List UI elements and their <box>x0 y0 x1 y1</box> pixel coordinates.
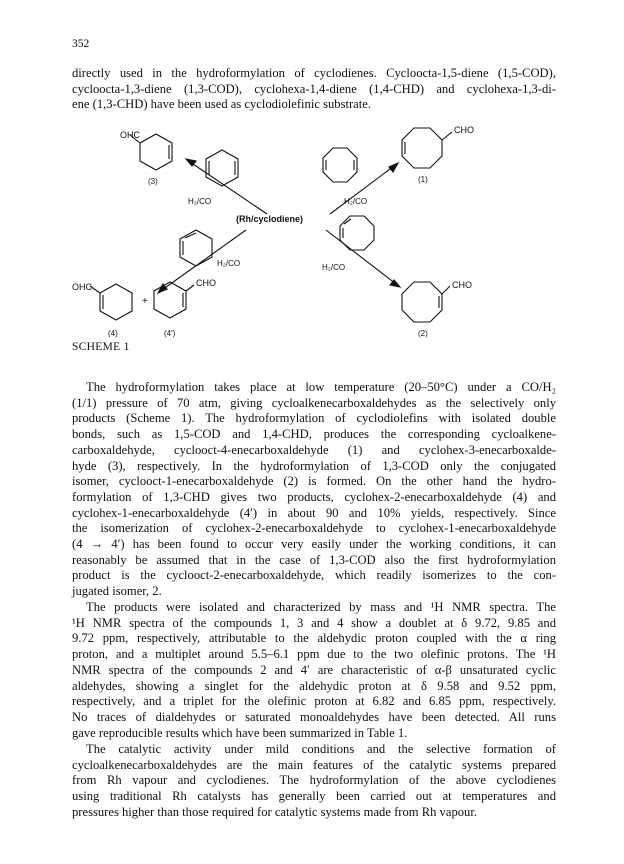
compound-1-structure <box>402 128 452 168</box>
text-line: the isomerization of cyclohex-2-enecarboxaldehyde to cyclohex-1-enecarboxaldehyde <box>72 521 556 536</box>
paragraph-2 <box>72 600 556 741</box>
arrow-to-2 <box>326 230 400 287</box>
scheme-drawing <box>72 118 556 354</box>
compound-label-1: (1) <box>418 175 428 184</box>
compound-label-2: (2) <box>418 329 428 338</box>
text-line: hyde (3), respectively. In the hydroformylation of 1,3-COD only the conjugated <box>72 458 556 473</box>
text-line: The hydroformylation takes place at low temperature (20–50°C) under a CO/H₂ <box>86 380 556 394</box>
text-line: respectively, and a triplet for the olefinic proton at 6.82 and 6.85 ppm, respectively. <box>72 694 556 709</box>
text-line: No traces of dialdehydes or saturated monoaldehydes have been detected. All runs <box>72 709 556 724</box>
page-number: 352 <box>72 38 90 50</box>
text-line: (1/1) pressure of 70 atm, giving cycloalkenecarboxaldehydes as the selectively only <box>72 395 556 410</box>
cyclohexa-1-4-diene-structure <box>206 150 238 186</box>
compound-label-4-prime: (4′) <box>164 329 176 338</box>
reagent-label: H₂/CO <box>322 263 346 272</box>
text-line: gave reproducible results which have been summarized in Table 1. <box>72 725 408 740</box>
text-line: products (Scheme 1). The hydroformylation of cyclodiolefins with isolated double <box>72 411 556 426</box>
paragraph-3 <box>72 742 556 821</box>
text-line: 9.72 ppm, respectively, attributable to the aldehydic proton coupled with the α ring <box>72 631 556 646</box>
text-line: cyclohex-1-enecarboxaldehyde (4′) in about 90 and 10% yields, respectively. Since <box>72 505 556 520</box>
text-line: aldehydes, showing a singlet for the aldehydic proton at δ 9.58 and 9.52 ppm, <box>72 678 556 693</box>
text-line: ¹H NMR spectra of the compounds 1, 3 and 4 show a doublet at δ 9.72, 9.85 and <box>72 615 556 630</box>
text-line: (4 → 4′) has been found to occur very easily under the working conditions, it can <box>72 537 556 552</box>
reaction-scheme <box>72 118 556 354</box>
text-line: reasonably be assumed that in the case of 1,3-COD also the first hydroformylation <box>72 552 556 567</box>
text-line: proton, and a multiplet around 5.5–6.1 ppm due to the two olefinic protons. The ¹H <box>72 647 556 662</box>
ohc-label: OHC <box>72 282 92 292</box>
text-line: jugated isomer, 2. <box>72 584 162 599</box>
text-line: isomer, cyclooct-1-enecarboxaldehyde (2) is formed. On the other hand the hydro- <box>72 474 556 489</box>
text-line: directly used in the hydroformylation of cyclodienes. Cycloocta-1,5-diene (1,5-COD), <box>72 66 556 80</box>
cho-label: CHO <box>196 278 216 288</box>
text-line: cycloalkenecarboxaldehydes are the main features of the catalytic systems prepared <box>72 757 556 772</box>
compound-label-3: (3) <box>148 177 158 186</box>
text-line: pressures higher than those required for catalytic systems made from Rh vapour. <box>72 804 477 819</box>
reagent-label: H₂/CO <box>217 259 241 268</box>
cyclohexa-1-3-diene-structure <box>180 230 212 266</box>
compound-4prime-structure <box>154 282 194 318</box>
text-line: The products were isolated and characterized by mass and ¹H NMR spectra. The <box>86 600 556 614</box>
plus-sign: + <box>142 296 148 307</box>
paragraph-1 <box>72 380 556 600</box>
reagent-label: H₂/CO <box>188 197 212 206</box>
text-line: from Rh vapour and cyclodienes. The hydroformylation of the above cyclodienes <box>72 773 556 788</box>
compound-4-structure <box>90 284 132 320</box>
ohc-label: OHC <box>120 130 140 140</box>
arrow-to-1 <box>330 163 398 214</box>
text-line: cycloocta-1,3-diene (1,3-COD), cyclohexa-1,4-diene (1,4-CHD) and cyclohexa-1,3-di- <box>72 81 556 96</box>
text-line: using traditional Rh catalysts has generally been carried out at temperatures and <box>72 789 556 804</box>
scheme-caption: SCHEME 1 <box>72 341 130 353</box>
text-line: formylation of 1,3-CHD gives two products, cyclohex-2-enecarboxaldehyde (4) and <box>72 489 556 504</box>
text-line: carboxaldehyde, cyclooct-4-enecarboxaldehyde (1) and cyclohex-3-enecarboxalde- <box>72 442 556 457</box>
intro-paragraph <box>72 66 556 113</box>
reagent-label: H₂/CO <box>344 197 368 206</box>
cycloocta-1-5-diene-structure <box>323 148 357 182</box>
compound-2-structure <box>402 282 450 322</box>
center-label: (Rh/cyclodiene) <box>236 214 304 224</box>
cho-label: CHO <box>454 125 474 135</box>
compound-label-4: (4) <box>108 329 118 338</box>
text-line: The catalytic activity under mild conditions and the selective formation of <box>86 742 556 756</box>
cho-label: CHO <box>452 280 472 290</box>
text-line: product is the cyclooct-2-enecarboxaldehyde, which readily isomerizes to the con- <box>72 568 556 583</box>
text-line: NMR spectra of the compounds 2 and 4′ are characteristic of α-β unsaturated cyclic <box>72 662 556 677</box>
text-line: ene (1,3-CHD) have been used as cyclodiolefinic substrate. <box>72 97 371 112</box>
text-line: bonds, such as 1,5-COD and 1,4-CHD, produces the corresponding cycloalkene- <box>72 427 556 442</box>
